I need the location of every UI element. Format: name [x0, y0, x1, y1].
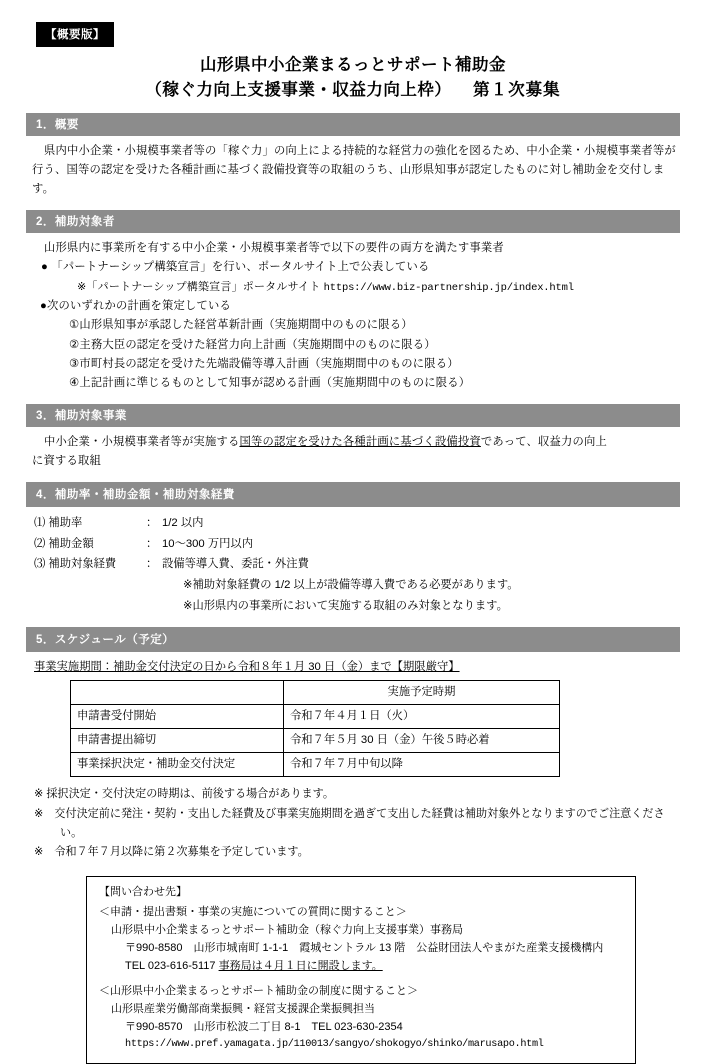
table-row	[71, 705, 560, 729]
title-line-2: （稼ぐ力向上支援事業・収益力向上枠）	[145, 80, 452, 99]
table-cell-label: 申請書提出締切	[71, 728, 284, 752]
schedule-notes	[26, 785, 680, 862]
eligible-projects-emphasis: 国等の認定を受けた各種計画に基づく設備投資	[239, 435, 481, 448]
contact-block-2-url[interactable]: https://www.pref.yamagata.jp/110013/sangyo/shokogyo/shinko/marusapo.html	[125, 1038, 544, 1050]
table-cell-value: 令和７年４月１日（火）	[284, 705, 560, 729]
subsidy-row-label: ⑶ 補助対象経費	[34, 558, 117, 571]
subsidy-row-value: 設備等導入費、委託・外注費	[162, 558, 309, 571]
contact-block-2-heading: ＜山形県中小企業まるっとサポート補助金の制度に関すること＞	[99, 985, 418, 998]
section-eligible-projects-body	[26, 433, 680, 472]
contact-spacer	[99, 975, 625, 981]
contact-block-1-address: 〒990-8580 山形市城南町 1-1-1 霞城セントラル 13 階 公益財団法人やまがた産業支援機構内	[125, 941, 604, 954]
subsidy-row	[34, 534, 676, 555]
eligible-lead: 山形県内に事業所を有する中小企業・小規模事業者等で以下の要件の両方を満たす事業者	[44, 241, 504, 254]
table-cell-empty	[71, 681, 284, 705]
overview-badge-row	[36, 22, 680, 47]
subsidy-row-value: 1/2 以内	[162, 516, 204, 529]
schedule-table	[70, 680, 560, 777]
eligible-plan-item: ①山形県知事が承認した経営革新計画（実施期間中のものに限る）	[69, 319, 413, 332]
eligible-projects-post: であって、収益力の向上	[480, 435, 608, 448]
table-row	[71, 752, 560, 776]
eligible-projects-pre: 中小企業・小規模事業者等が実施する	[44, 435, 240, 448]
subsidy-note-2: ※山形県内の事業所において実施する取組のみ対象となります。	[183, 600, 508, 613]
subsidy-row-label: ⑵ 補助金額	[34, 537, 94, 550]
eligible-bullet-2: ●次のいずれかの計画を策定している	[40, 299, 231, 312]
portal-note-label: ※「パートナーシップ構築宣言」ポータルサイト	[77, 280, 321, 293]
table-row	[71, 728, 560, 752]
table-header-schedule: 実施予定時期	[284, 681, 560, 705]
schedule-note: ※ 交付決定前に発注・契約・支出した経費及び事業実施期間を過ぎて支出した経費は補助対象外となりますのでご注意ください。	[34, 807, 665, 839]
contact-box	[86, 876, 636, 1064]
subsidy-row-value: 10〜300 万円以内	[162, 537, 254, 550]
title-line-1: 山形県中小企業まるっとサポート補助金	[200, 56, 506, 74]
subsidy-note-1: ※補助対象経費の 1/2 以上が設備等導入費である必要があります。	[183, 579, 519, 592]
contact-block-1-tel-row	[99, 958, 625, 976]
table-cell-value: 令和７年５月 30 日（金）午後５時必着	[284, 728, 560, 752]
contact-block-1-heading: ＜申請・提出書類・事業の実施についての質問に関すること＞	[99, 906, 407, 919]
section-header-eligible-applicants: 2．補助対象者	[26, 210, 680, 233]
subsidy-row-colon: ：	[146, 516, 158, 529]
schedule-note: ※ 採択決定・交付決定の時期は、前後する場合があります。	[34, 787, 334, 800]
section-header-eligible-projects: 3．補助対象事業	[26, 404, 680, 427]
eligible-plan-item: ③市町村長の認定を受けた先端設備等導入計画（実施期間中のものに限る）	[69, 357, 459, 370]
eligible-bullet-1-note	[32, 278, 676, 297]
subsidy-row	[34, 513, 676, 534]
eligible-projects-line-2: に資する取組	[32, 455, 101, 468]
section-header-subsidy-rate: 4．補助率・補助金額・補助対象経費	[26, 482, 680, 507]
section-header-overview: 1．概要	[26, 113, 680, 136]
schedule-period: 事業実施期間：補助金交付決定の日から令和８年１月 30 日（金）まで【期限厳守】	[34, 661, 460, 674]
eligible-projects-line-1	[32, 433, 676, 452]
contact-block-2-address: 〒990-8570 山形市松波二丁目 8-1 TEL 023-630-2354	[125, 1020, 403, 1033]
section-eligible-body	[26, 239, 680, 394]
overview-badge: 【概要版】	[36, 22, 114, 47]
section-overview-text: 県内中小企業・小規模事業者等の「稼ぐ力」の向上による持続的な経営力の強化を図るため、中小企業・小規模事業者等が行う、国等の認定を受けた各種計画に基づく設備投資等の取組のうち、山形県知事が認定したものに対し補助金を交付します。	[32, 144, 676, 196]
subsidy-row-label: ⑴ 補助率	[34, 516, 83, 529]
title-round-label: 第１次募集	[473, 80, 561, 99]
eligible-bullet-1: ● 「パートナーシップ構築宣言」を行い、ポータルサイト上で公表している	[41, 261, 430, 274]
eligible-plan-item: ④上記計画に準じるものとして知事が認める計画（実施期間中のものに限る）	[69, 377, 471, 390]
contact-block-2-org: 山形県産業労働部商業振興・経営支援課企業振興担当	[111, 1003, 375, 1016]
table-cell-label: 事業採択決定・補助金交付決定	[71, 752, 284, 776]
contact-block-1-tel-note: 事務局は４月１日に開設します。	[218, 959, 383, 972]
subsidy-row	[34, 554, 676, 575]
subsidy-details-list	[26, 513, 680, 617]
contact-block-1-tel: TEL 023-616-5117	[125, 959, 216, 972]
eligible-plan-item: ②主務大臣の認定を受けた経営力向上計画（実施期間中のものに限る）	[69, 338, 436, 351]
page-title	[26, 53, 680, 103]
subsidy-row-colon: ：	[146, 558, 158, 571]
contact-title: 【問い合わせ先】	[99, 886, 187, 899]
subsidy-row-colon: ：	[146, 537, 158, 550]
contact-block-1-org: 山形県中小企業まるっとサポート補助金（稼ぐ力向上支援事業）事務局	[111, 923, 463, 936]
schedule-note: ※ 令和７年７月以降に第２次募集を予定しています。	[34, 846, 309, 859]
table-cell-label: 申請書受付開始	[71, 705, 284, 729]
table-cell-value: 令和７年７月中旬以降	[284, 752, 560, 776]
section-header-schedule: 5．スケジュール（予定）	[26, 627, 680, 652]
portal-note-url[interactable]: https://www.biz-partnership.jp/index.html	[323, 281, 574, 294]
table-row	[71, 681, 560, 705]
